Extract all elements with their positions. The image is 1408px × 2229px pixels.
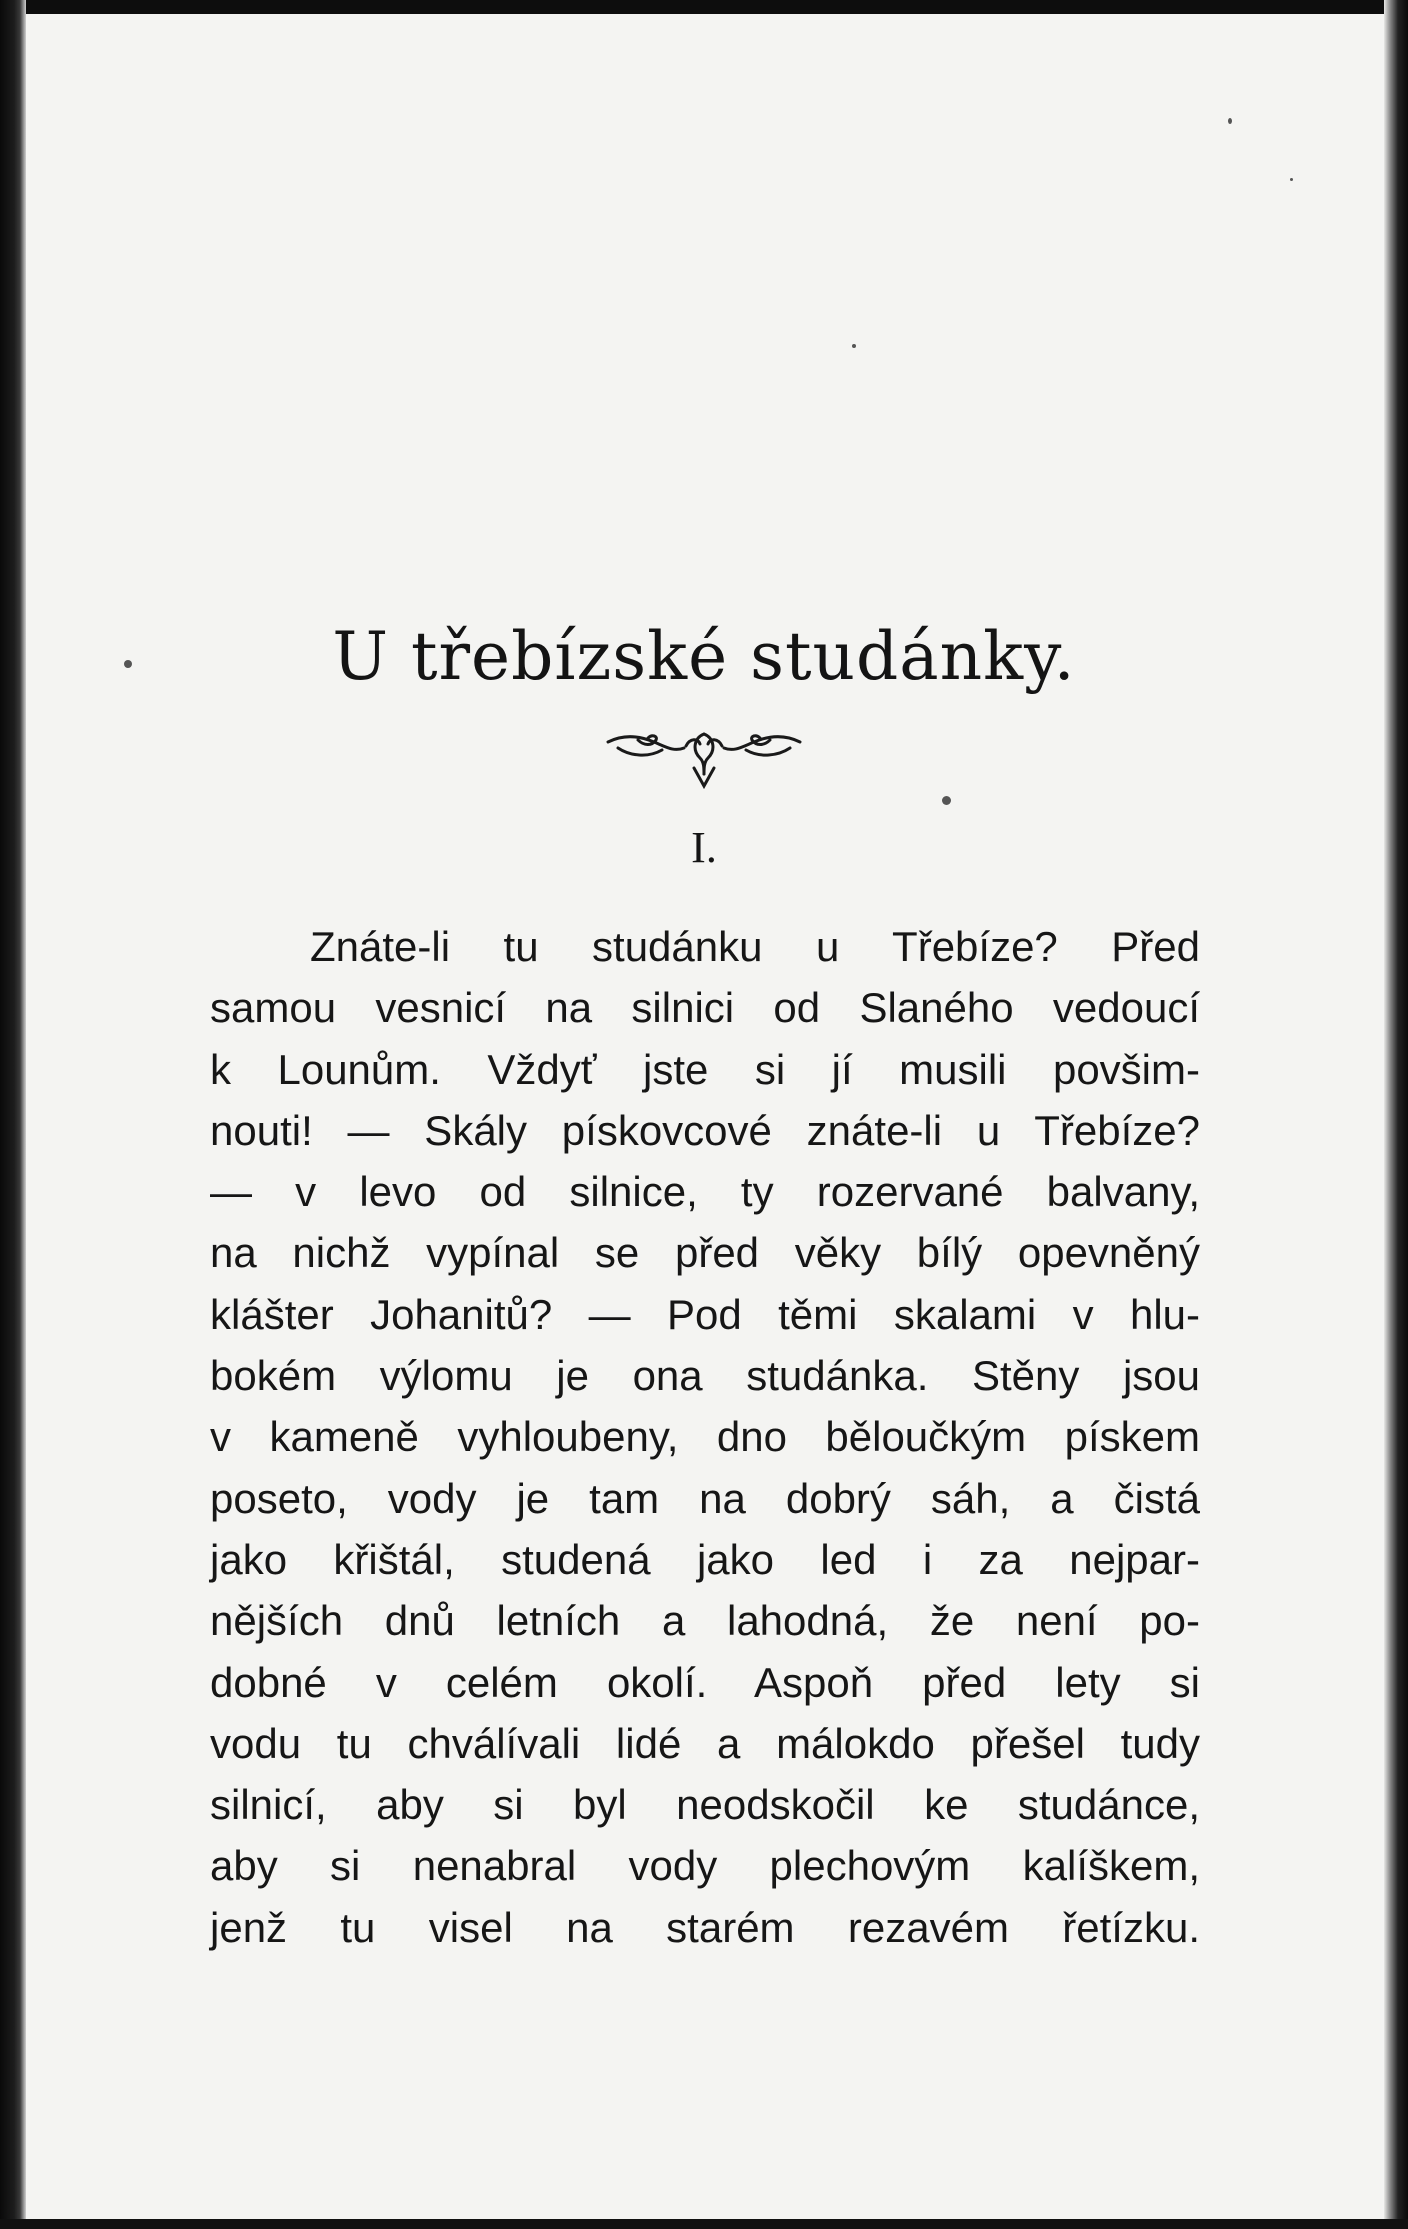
scan-border-right: [1384, 0, 1408, 2229]
scan-border-left: [0, 0, 26, 2229]
scan-speck: [1290, 178, 1293, 181]
text-line: bokém výlomu je ona studánka. Stěny jsou: [210, 1352, 1200, 1400]
text-line: na nichž vypínal se před věky bílý opevněný: [210, 1229, 1200, 1277]
scan-speck: [852, 344, 856, 348]
text-line: samou vesnicí na silnici od Slaného vedoucí: [210, 984, 1200, 1032]
scan-speck: [942, 796, 951, 805]
scan-border-bottom: [0, 2219, 1408, 2229]
text-line: jenž tu visel na starém rezavém řetízku.: [210, 1903, 1200, 1951]
text-line: dobné v celém okolí. Aspoň před lety si: [210, 1658, 1200, 1706]
chapter-number: I.: [691, 823, 717, 872]
text-line: silnicí, aby si byl neodskočil ke studánce,: [210, 1781, 1200, 1829]
text-line: nouti! — Skály pískovcové znáte-li u Třebíze?: [210, 1106, 1200, 1154]
text-line: poseto, vody je tam na dobrý sáh, a čistá: [210, 1474, 1200, 1522]
text-line: klášter Johanitů? — Pod těmi skalami v hlu-: [210, 1290, 1200, 1338]
text-line: vodu tu chválívali lidé a málokdo přešel tudy: [210, 1719, 1200, 1767]
text-line: aby si nenabral vody plechovým kalíškem,: [210, 1842, 1200, 1890]
text-line: Znáte-li tu studánku u Třebíze? Před: [310, 923, 1200, 970]
text-line: jako křištál, studená jako led i za nejpar-: [210, 1535, 1200, 1583]
scan-speck: [1228, 118, 1232, 124]
chapter-title: U třebízské studánky.: [332, 618, 1076, 695]
decorative-flourish-icon: [604, 728, 804, 790]
body-paragraph: [210, 916, 1200, 1958]
scan-border-top: [0, 0, 1408, 14]
text-line: k Lounům. Vždyť jste si jí musili povšim-: [210, 1045, 1200, 1093]
text-line: — v levo od silnice, ty rozervané balvany,: [210, 1168, 1200, 1216]
text-line: v kameně vyhloubeny, dno běloučkým pískem: [210, 1413, 1200, 1461]
text-line: nějších dnů letních a lahodná, že není po-: [210, 1597, 1200, 1645]
